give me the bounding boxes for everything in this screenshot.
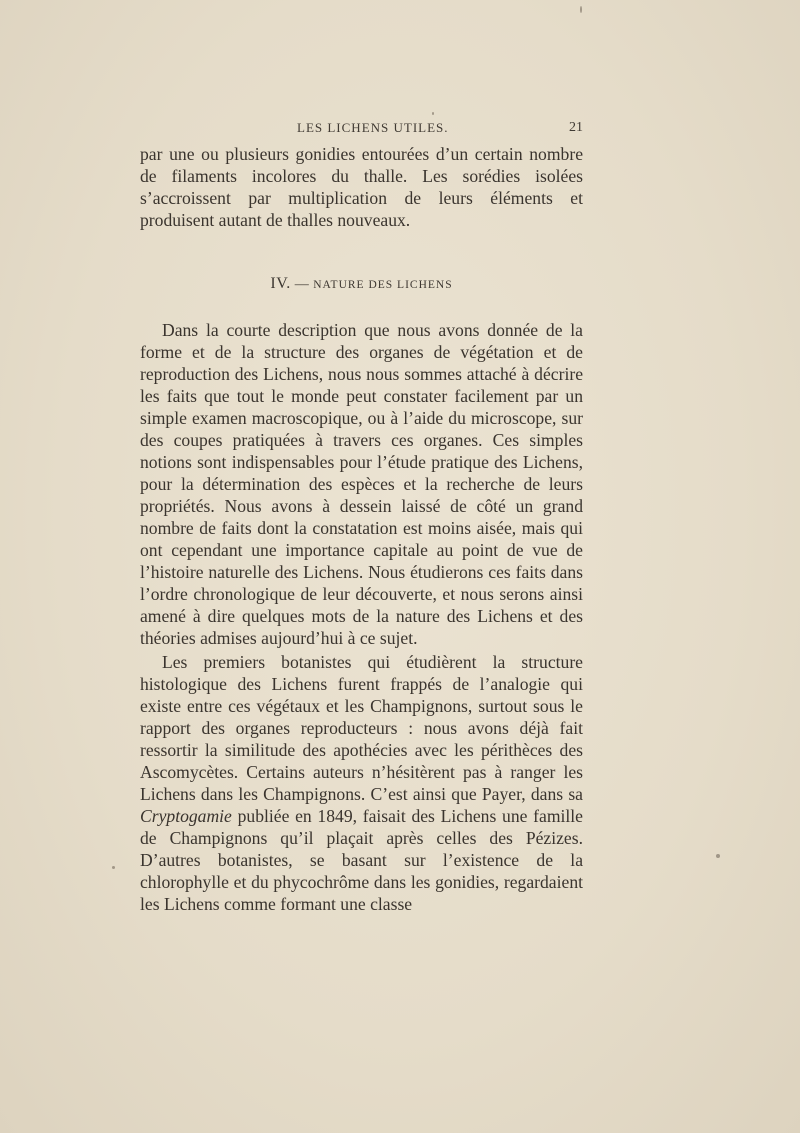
- paper-speck: [112, 866, 115, 869]
- section-numeral: IV.: [270, 275, 291, 292]
- paper-speck: [716, 854, 720, 858]
- book-title-cryptogamie: Cryptogamie: [140, 806, 232, 826]
- paragraph-nature-intro: [140, 319, 583, 649]
- paper-speck: [432, 112, 434, 115]
- carry-over-paragraph: [140, 143, 583, 231]
- running-title: LES LICHENS UTILES.: [297, 120, 449, 135]
- paragraph-history: [140, 651, 583, 915]
- section-dash: —: [294, 277, 310, 292]
- running-head: [142, 120, 583, 138]
- paper-speck: [580, 6, 582, 13]
- paragraph-2-text-end: publiée en 1849, faisait des Lichens une famille de Champignons qu’il plaçait après celles des Pézizes. D’autres botanistes, se basant sur l’existence de la chlorophylle et du phycochrôme dans les gonidies, regardaient les Lichens comme formant une classe: [140, 806, 583, 914]
- carry-over-text: par une ou plusieurs gonidies entourées d’un certain nombre de filaments incolores du thalle. Les sorédies isolées s’accroissent par multiplication de leurs éléments et produisent autant de thalles nouveaux.: [140, 144, 583, 230]
- paragraph-1-text: Dans la courte description que nous avons donnée de la forme et de la structure des organes de végétation et de reproduction des Lichens, nous nous sommes attaché à décrire les faits que tout le monde peut constater facilement par un simple examen macroscopique, ou à l’aide du microscope, sur des coupes pratiquées à travers ces organes. Ces simples notions sont indispensables pour l’étude pratique des Lichens, pour la détermination des espèces et la recherche de leurs propriétés. Nous avons à dessein laissé de côté un grand nombre de faits dont la constatation est moins aisée, mais qui ont cependant une importance capitale au point de vue de l’histoire naturelle des Lichens. Nous étudierons ces faits dans l’ordre chronologique de leur découverte, et nous serons ainsi amené à dire quelques mots de la nature des Lichens et des théories admises aujourd’hui à ce sujet.: [140, 320, 583, 648]
- section-heading: [140, 275, 583, 293]
- page-number: 21: [569, 120, 583, 135]
- section-title: NATURE DES LICHENS: [313, 279, 453, 291]
- paragraph-2-text-start: Les premiers botanistes qui étudièrent la structure histologique des Lichens furent frappés de l’analogie qui existe entre ces végétaux et les Champignons, surtout sous le rapport des organes reproducteurs : nous avons déjà fait ressortir la similitude des apothécies avec les périthèces des Ascomycètes. Certains auteurs n’hésitèrent pas à ranger les Lichens dans les Champignons. C’est ainsi que Payer, dans sa: [140, 652, 583, 804]
